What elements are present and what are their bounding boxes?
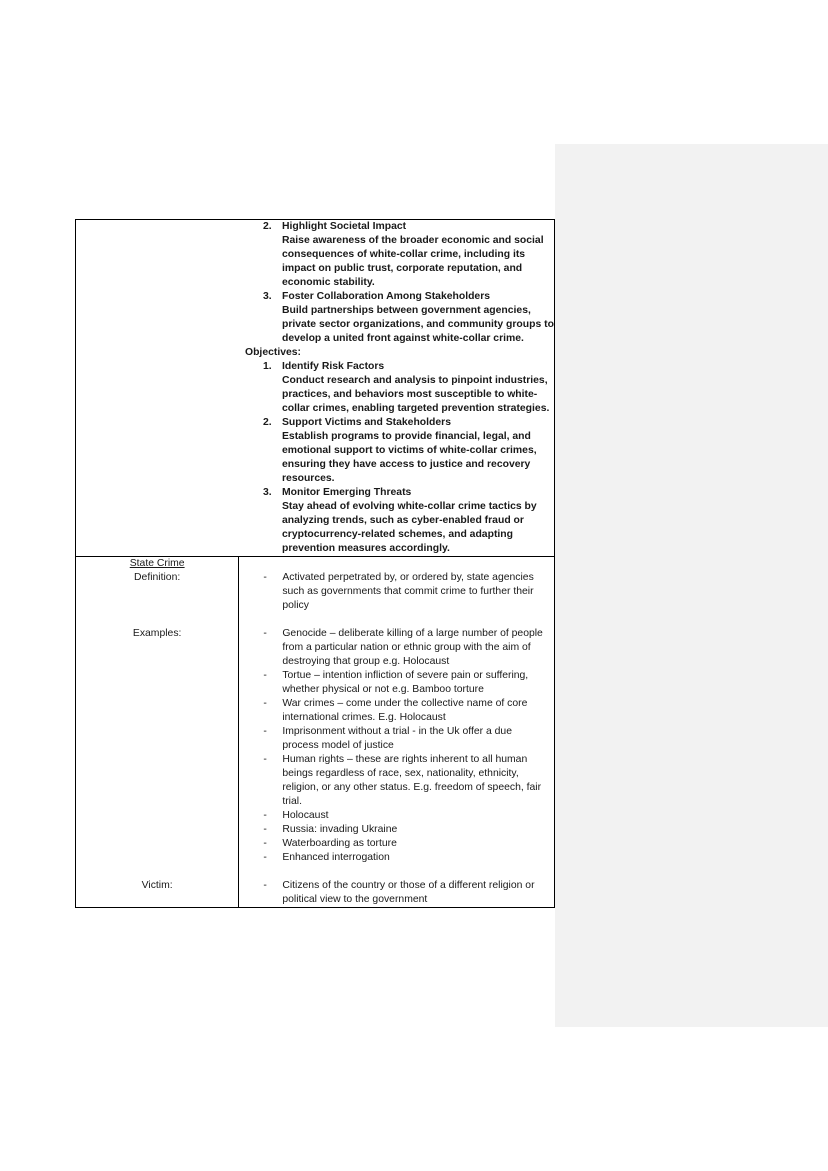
aim-item: 3. Foster Collaboration Among Stakeholders Build partnerships between government agencies, private sector organizations, and community groups to develop a united front against white-collar crime. [263, 291, 554, 344]
list-item: - Waterboarding as torture [263, 838, 397, 849]
objective-title: Identify Risk Factors [282, 361, 385, 372]
aim-item: 2. Highlight Societal Impact Raise awareness of the broader economic and social consequences of white-collar crime, including its impact on public trust, corporate reputation, and economic stability. [76, 220, 554, 290]
list-item: - Holocaust [263, 810, 329, 821]
comment-pane [555, 144, 828, 1027]
objective-item: 3. Monitor Emerging Threats Stay ahead of evolving white-collar crime tactics by analyzing trends, such as cyber-enabled fraud or cryptocurrency-related schemes, and adapting prevention measures accordingly. [76, 486, 554, 556]
table-row [76, 220, 555, 557]
aim-title: Foster Collaboration Among Stakeholders [282, 291, 491, 302]
list-item: - Imprisonment without a trial - in the Uk offer a due process model of justice [263, 726, 512, 751]
state-crime-heading: State Crime [129, 558, 185, 569]
aims-objectives-cell [76, 220, 555, 557]
state-crime-content [239, 557, 555, 908]
definition-text: - Activated perpetrated by, or ordered by, state agencies such as governments that commit crime to further their policy [263, 572, 534, 611]
aim-text: Build partnerships between government agencies, private sector organizations, and community groups to develop a united front against white-collar crime. [282, 305, 554, 344]
list-item: - Enhanced interrogation [263, 852, 390, 863]
objective-item: 2. Support Victims and Stakeholders Establish programs to provide financial, legal, and emotional support to victims of white-collar crimes, ensuring they have access to justice and recovery resources. [76, 416, 554, 486]
list-item: - Russia: invading Ukraine [263, 824, 398, 835]
objective-text: Stay ahead of evolving white-collar crime tactics by analyzing trends, such as cyber-enabled fraud or cryptocurrency-related schemes, and adapting prevention measures accordingly. [282, 501, 537, 554]
list-item: - Tortue – intention infliction of severe pain or suffering, whether physical or not e.g. Bamboo torture [263, 670, 529, 695]
aim-title: Highlight Societal Impact [282, 221, 407, 232]
aim-text: Raise awareness of the broader economic and social consequences of white-collar crime, including its impact on public trust, corporate reputation, and economic stability. [282, 235, 544, 288]
definition-label: Definition: [134, 572, 181, 583]
notes-table [75, 219, 555, 908]
table-row [76, 557, 555, 908]
state-crime-labels [76, 557, 239, 908]
objective-item: 1. Identify Risk Factors Conduct research and analysis to pinpoint industries, practices, and behaviors most susceptible to white-collar crimes, enabling targeted prevention strategies. [76, 360, 554, 416]
objective-title: Monitor Emerging Threats [282, 487, 412, 498]
victim-label: Victim: [141, 880, 173, 891]
objectives-heading: Objectives: [245, 347, 302, 358]
objective-text: Conduct research and analysis to pinpoint industries, practices, and behaviors most susceptible to white-collar crimes, enabling targeted prevention strategies. [282, 375, 550, 414]
list-item: - Genocide – deliberate killing of a large number of people from a particular nation or ethnic group with the aim of destroying that group e.g. Holocaust [263, 628, 543, 667]
objective-text: Establish programs to provide financial, legal, and emotional support to victims of white-collar crimes, ensuring they have access to justice and recovery resources. [282, 431, 537, 484]
victim-text: - Citizens of the country or those of a different religion or political view to the government [263, 880, 535, 905]
examples-label: Examples: [132, 628, 182, 639]
list-item: - Human rights – these are rights inherent to all human beings regardless of race, sex, nationality, ethnicity, religion, or any other status. E.g. freedom of speech, fair trial. [263, 754, 542, 807]
list-item: - War crimes – come under the collective name of core international crimes. E.g. Holocaust [263, 698, 528, 723]
objective-title: Support Victims and Stakeholders [282, 417, 451, 428]
